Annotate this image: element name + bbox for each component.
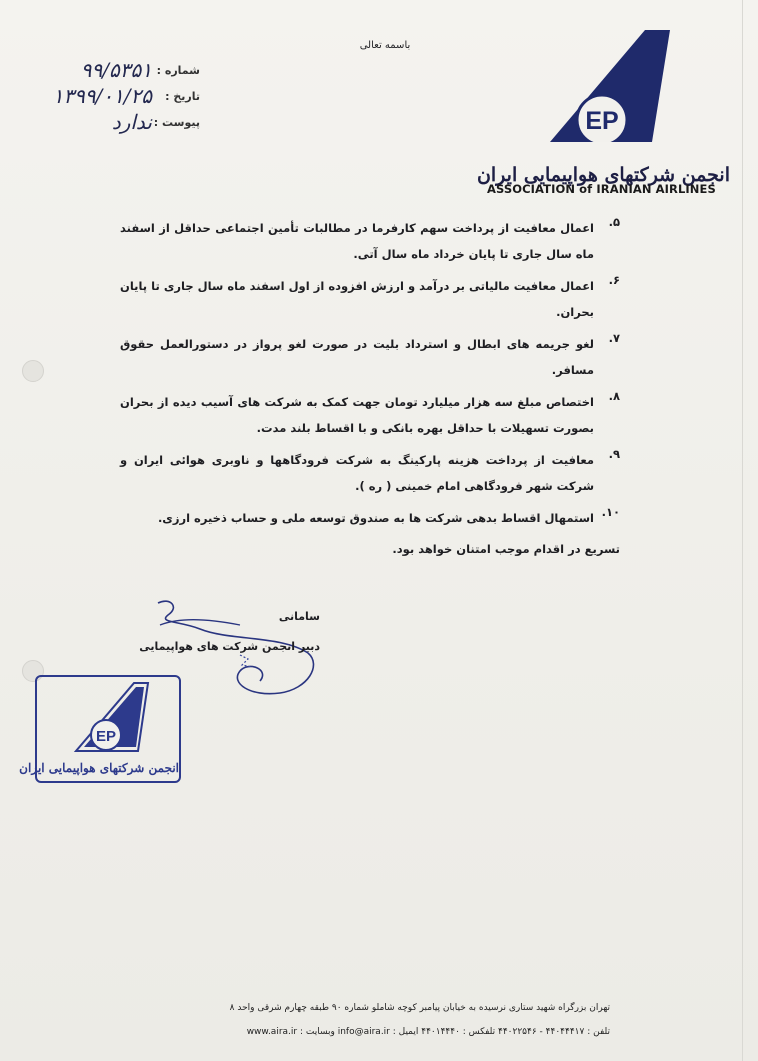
attachment-row bbox=[50, 112, 200, 138]
attachment-value: ندارد bbox=[111, 110, 152, 134]
letter-body bbox=[120, 215, 620, 561]
date-row bbox=[50, 86, 200, 112]
item-text: لغو جریمه های ابطال و استرداد بلیت در صورت لغو پرواز در دستورالعمل حقوق مسافر. bbox=[120, 337, 594, 377]
item-number: ۷. bbox=[608, 331, 620, 345]
item-text: اعمال معافیت مالیاتی بر درآمد و ارزش افزوده از اول اسفند ماه سال جاری تا پایان بحران. bbox=[120, 279, 594, 319]
signatory-title: دبیر انجمن شرکت های هواپیمایی bbox=[139, 640, 320, 653]
stamp-text: انجمن شرکتهای هواپیمایی ایران bbox=[19, 761, 179, 775]
stamp-ep-mark: EP bbox=[95, 728, 117, 745]
logo-ep-mark: EP bbox=[585, 107, 619, 135]
association-stamp bbox=[19, 675, 181, 783]
hole-punch-top bbox=[22, 360, 44, 382]
footer-address: تهران بزرگراه شهید ستاری نرسیده به خیابان پیامبر کوچه شاملو شماره ۹۰ طبقه چهارم شرقی واحد ۸ bbox=[229, 1003, 610, 1013]
item-text: اعمال معافیت از پرداخت سهم کارفرما در مطالبات تأمین اجتماعی حداقل از اسفند ماه سال جاری تا پایان خرداد ماه سال آتی. bbox=[120, 221, 594, 261]
item-number: ۹. bbox=[608, 447, 620, 461]
item-number: ۵. bbox=[608, 215, 620, 229]
number-row bbox=[50, 60, 200, 86]
letterhead-footer bbox=[110, 1000, 610, 1040]
date-value: ۱۳۹۹/۰۱/۲۵ bbox=[52, 84, 152, 108]
signatory-name: سامانی bbox=[278, 610, 320, 623]
stamp-tail-fin-icon bbox=[72, 681, 152, 753]
footer-contact: تلفن : ۴۴۰۴۴۴۱۷ - ۴۴۰۲۲۵۴۶ تلفکس : ۴۴۰۱۴۴۴۰ ایمیل : info@aira.ir وبسایت : www.aira.ir bbox=[246, 1027, 610, 1037]
date-label: تاریخ : bbox=[165, 90, 200, 103]
page-fold bbox=[742, 0, 743, 1061]
list-item bbox=[120, 215, 620, 267]
item-number: ۸. bbox=[608, 389, 620, 403]
letter-meta bbox=[50, 60, 200, 138]
logo-name-en: ASSOCIATION of IRANIAN AIRLINES bbox=[487, 182, 716, 196]
item-number: ۶. bbox=[608, 273, 620, 287]
item-number: ۱۰. bbox=[601, 505, 620, 519]
item-text: معافیت از پرداخت هزینه پارکینگ به شرکت فرودگاهها و ناوبری هوائی ایران و شرکت شهر فرودگاهی امام خمینی ( ره ). bbox=[120, 453, 594, 493]
bismillah: باسمه تعالی bbox=[359, 40, 411, 51]
association-logo bbox=[476, 30, 730, 200]
tail-fin-logo-icon bbox=[550, 30, 670, 142]
list-item bbox=[120, 447, 620, 499]
item-text: استمهال اقساط بدهی شرکت ها به صندوق توسعه ملی و حساب ذخیره ارزی. bbox=[157, 511, 594, 525]
list-item bbox=[120, 505, 620, 531]
item-text: اختصاص مبلغ سه هزار میلیارد تومان جهت کمک به شرکت های آسیب دیده از بحران بصورت تسهیلات با حداقل بهره بانکی و با اقساط بلند مدت. bbox=[120, 395, 594, 435]
list-item bbox=[120, 273, 620, 325]
list-item bbox=[120, 331, 620, 383]
closing-line: تسریع در اقدام موجب امتنان خواهد بود. bbox=[392, 542, 620, 556]
attachment-label: پیوست : bbox=[153, 116, 200, 129]
number-value: ۹۹/۵۳۵۱ bbox=[80, 58, 152, 82]
logo-name-fa: انجمن شرکتهای هواپیمایی ایران bbox=[476, 164, 730, 186]
number-label: شماره : bbox=[156, 64, 200, 77]
list-item bbox=[120, 389, 620, 441]
